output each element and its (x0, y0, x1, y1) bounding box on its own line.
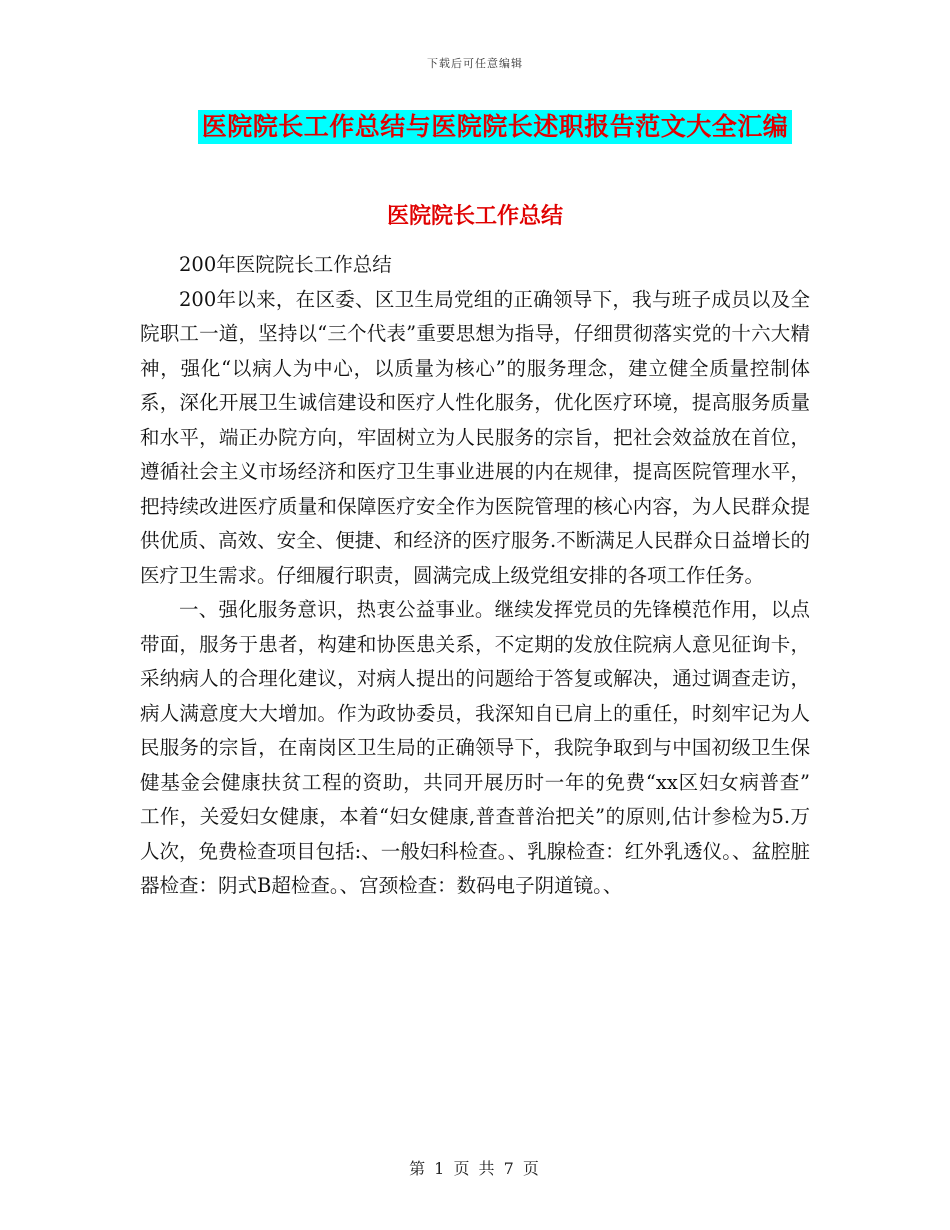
page-header-note: 下载后可任意编辑 (427, 57, 523, 70)
paragraph-subtitle: 200年医院院长工作总结 (179, 253, 392, 276)
document-title-container (0, 110, 950, 144)
paragraph-section-one: 一、强化服务意识，热衷公益事业。继续发挥党员的先锋模范作用，以点带面，服务于患者，构建和协医患关系，不定期的发放住院病人意见征询卡，采纳病人的合理化建议，对病人提出的问题给于答复或解决，通过调查走访，病人满意度大大增加。作为政协委员，我深知自已肩上的重任，时刻牢记为人民服务的宗旨，在南岗区卫生局的正确领导下，我院争取到与中国初级卫生保健基金会健康扶贫工程的资助，共同开展历时一年的免费“xx区妇女病普查” 工作，关爱妇女健康，本着“妇女健康,普查普治把关”的原则,估计参检为5.万人次，免费检查项目包括:、一般妇科检查。、乳腺检查：红外乳透仪。、盆腔脏器检查：阴式B超检查。、宫颈检查：数码电子阴道镜。、 (140, 598, 810, 897)
document-title: 医院院长工作总结与医院院长述职报告范文大全汇编 (198, 110, 793, 144)
section-title: 医院院长工作总结 (386, 203, 563, 229)
paragraph-intro: 200年以来，在区委、区卫生局党组的正确领导下，我与班子成员以及全院职工一道，坚持以“三个代表”重要思想为指导，仔细贯彻落实党的十六大精神，强化“以病人为中心，以质量为核心”的服务理念，建立健全质量控制体系，深化开展卫生诚信建设和医疗人性化服务，优化医疗环境，提高服务质量和水平，端正办院方向，牢固树立为人民服务的宗旨，把社会效益放在首位，遵循社会主义市场经济和医疗卫生事业进展的内在规律，提高医院管理水平，把持续改进医疗质量和保障医疗安全作为医院管理的核心内容，为人民群众提供优质、高效、安全、便捷、和经济的医疗服务.不断满足人民群众日益增长的医疗卫生需求。仔细履行职责，圆满完成上级党组安排的各项工作任务。 (140, 287, 810, 587)
document-body (140, 248, 810, 904)
page-number-footer: 第 1 页 共 7 页 (409, 1159, 541, 1178)
